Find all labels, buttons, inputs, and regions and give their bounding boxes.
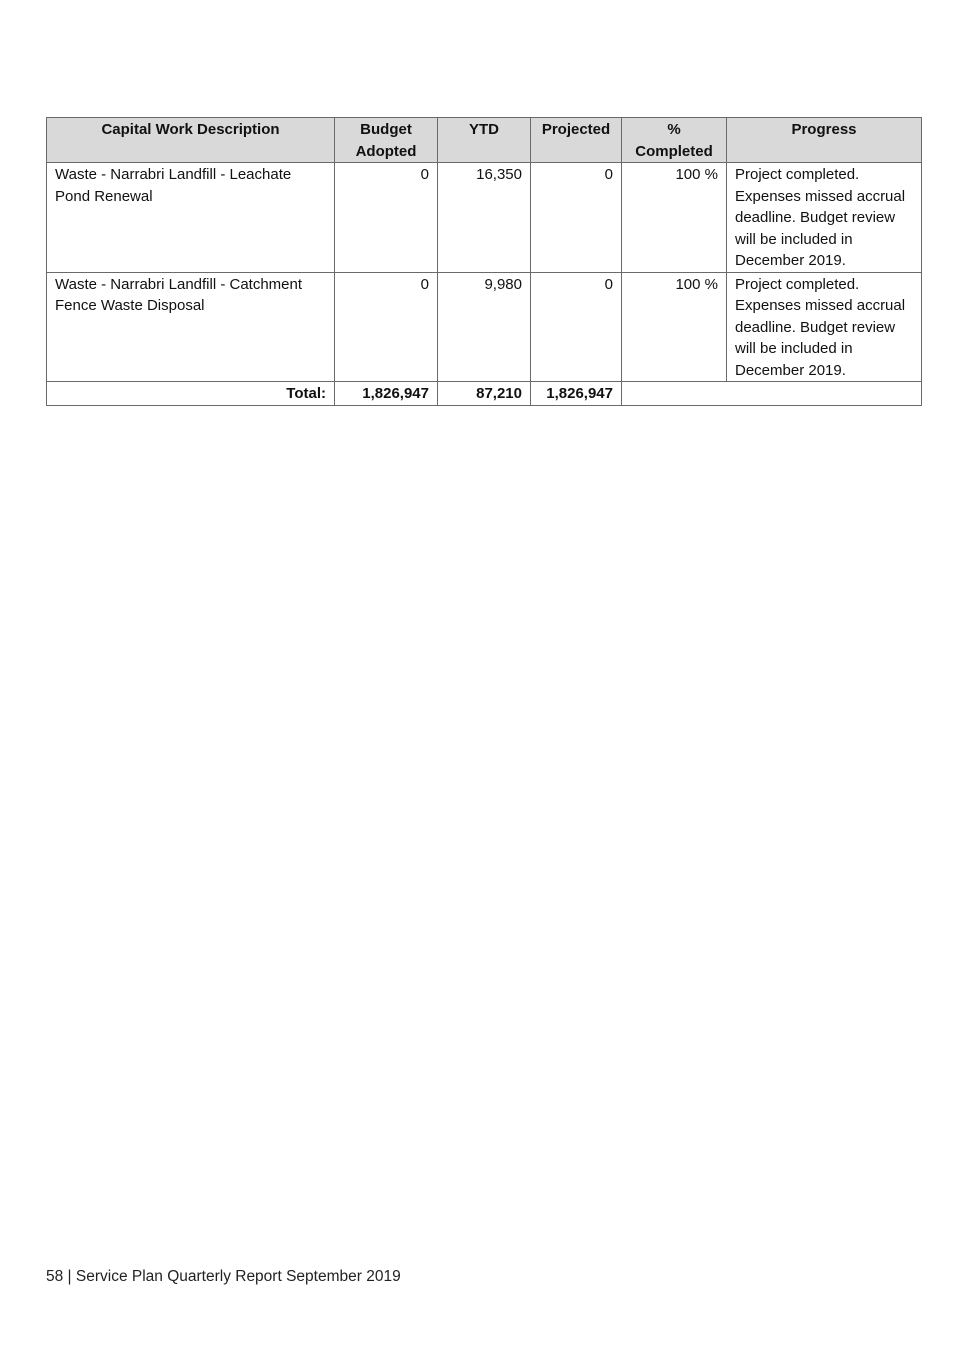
cell-description: Waste - Narrabri Landfill - Leachate Pond Renewal — [47, 163, 335, 273]
total-budget: 1,826,947 — [335, 382, 438, 406]
cell-budget: 0 — [335, 272, 438, 382]
cell-ytd: 9,980 — [438, 272, 531, 382]
cell-completed: 100 % — [622, 163, 727, 273]
header-budget-adopted: Budget Adopted — [335, 118, 438, 163]
page-footer: 58 | Service Plan Quarterly Report September 2019 — [46, 1268, 401, 1285]
cell-description: Waste - Narrabri Landfill - Catchment Fence Waste Disposal — [47, 272, 335, 382]
capital-works-table — [46, 117, 922, 406]
header-ytd: YTD — [438, 118, 531, 163]
header-projected: Projected — [531, 118, 622, 163]
header-description: Capital Work Description — [47, 118, 335, 163]
table-row — [47, 163, 922, 273]
total-ytd: 87,210 — [438, 382, 531, 406]
total-row — [47, 382, 922, 406]
total-projected: 1,826,947 — [531, 382, 622, 406]
cell-progress: Project completed. Expenses missed accrual deadline. Budget review will be included in December 2019. — [727, 163, 922, 273]
cell-completed: 100 % — [622, 272, 727, 382]
cell-projected: 0 — [531, 163, 622, 273]
table-header-row — [47, 118, 922, 163]
table-row — [47, 272, 922, 382]
cell-projected: 0 — [531, 272, 622, 382]
header-progress: Progress — [727, 118, 922, 163]
total-empty-cell — [622, 382, 922, 406]
total-label: Total: — [47, 382, 335, 406]
cell-progress: Project completed. Expenses missed accrual deadline. Budget review will be included in December 2019. — [727, 272, 922, 382]
cell-ytd: 16,350 — [438, 163, 531, 273]
header-percent-completed: % Completed — [622, 118, 727, 163]
cell-budget: 0 — [335, 163, 438, 273]
